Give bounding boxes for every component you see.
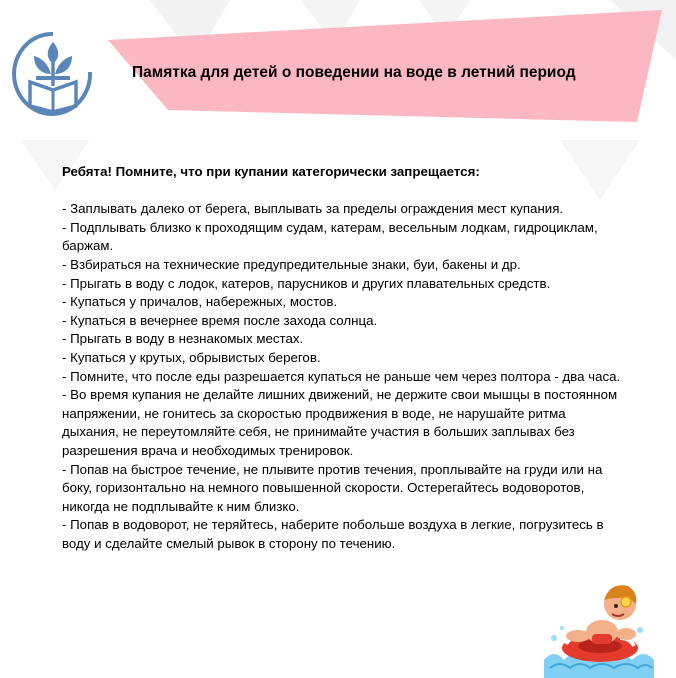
memo-body: [62, 163, 622, 553]
rule-item: - Во время купания не делайте лишних движений, не держите свои мышцы в постоянном напряжении, не гонитесь за скоростью продвижения в воде, не нарушайте ритма дыхания, не переутомляйте себя, не принимайте участия в больших заплывах без разрешения врача и необходимых тренировок.: [62, 387, 618, 458]
rule-item: - Взбираться на технические предупредительные знаки, буи, бакены и др.: [62, 256, 521, 272]
rule-item: - Подплывать близко к проходящим судам, катерам, весельным лодкам, гидроциклам, баржам.: [62, 219, 598, 254]
page-title: Памятка для детей о поведении на воде в летний период: [132, 64, 576, 81]
rule-item: - Заплывать далеко от берега, выплывать за пределы ограждения мест купания.: [62, 201, 564, 217]
rule-item: - Купаться у крутых, обрывистых берегов.: [62, 349, 321, 365]
rule-item: - Прыгать в воду в незнакомых местах.: [62, 331, 304, 347]
rule-item: - Помните, что после еды разрешается купаться не раньше чем через полтора - два часа.: [62, 368, 621, 384]
rule-item: - Попав в водоворот, не теряйтесь, наберите побольше воздуха в легкие, погрузитесь в воду и сделайте смелый рывок в сторону по течению.: [62, 517, 604, 551]
rule-item: - Купаться у причалов, набережных, мостов.: [62, 294, 338, 310]
rule-item: - Прыгать в воду с лодок, катеров, парусников и других плавательных средств.: [62, 275, 551, 291]
boy-swim-ring-icon: [540, 568, 656, 678]
rule-item: - Попав на быстрое течение, не плывите против течения, проплывайте на груди или на боку, горизонтально на немного повышенной скорости. Остерегайтесь водоворотов, никогда не подплывайте к ним близко.: [62, 461, 603, 514]
intro-text: Ребята! Помните, что при купании категорически запрещается:: [62, 164, 480, 179]
rule-item: - Купаться в вечернее время после захода солнца.: [62, 312, 378, 328]
school-logo-icon: [10, 28, 96, 120]
